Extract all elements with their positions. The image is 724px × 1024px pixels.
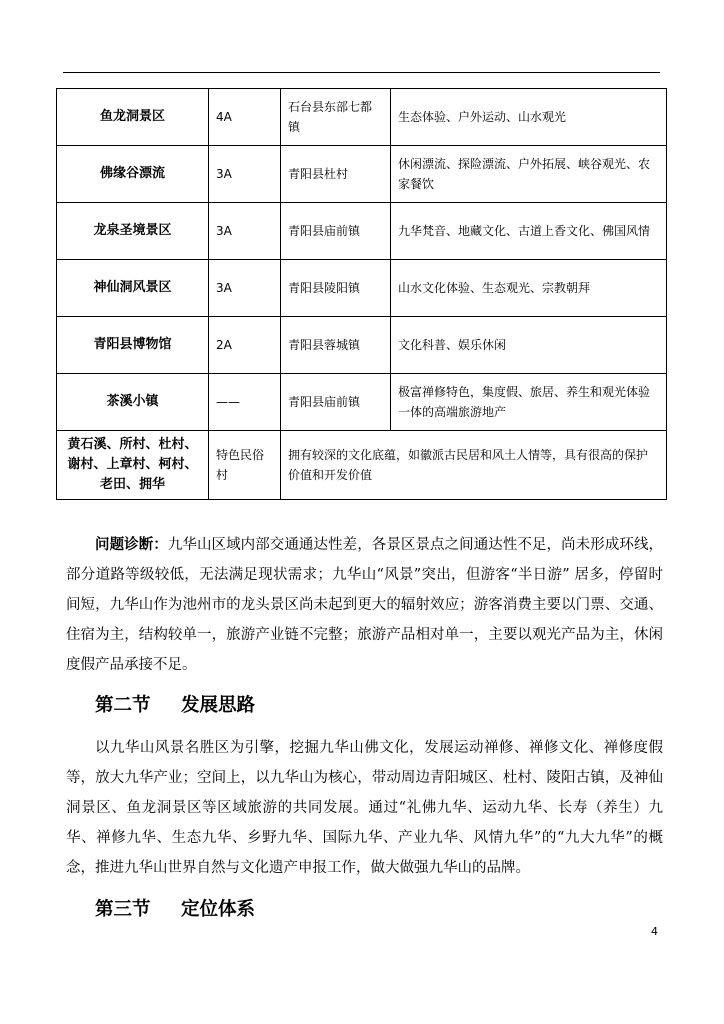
- scenic-spots-table: [56, 88, 667, 500]
- spot-grade: 4A: [209, 89, 281, 146]
- spot-grade: 3A: [209, 203, 281, 260]
- spot-features: 休闲漂流、探险漂流、户外拓展、峡谷观光、农家餐饮: [391, 146, 667, 203]
- spot-location: 青阳县庙前镇: [281, 374, 391, 431]
- spot-location: 青阳县蓉城镇: [281, 317, 391, 374]
- section-3-heading: [95, 898, 255, 922]
- diagnosis-text: 九华山区域内部交通通达性差，各景区景点之间通达性不足，尚未形成环线，部分道路等级较低，无法满足现状需求；九华山“风景”突出，但游客“半日游” 居多，停留时间短，九华山作为池州市的龙头景区尚未起到更大的辐射效应；游客消费主要以门票、交通、住宿为主，结构较单一，旅游产业链不完整；旅游产品相对单一，主要以观光产品为主，休闲度假产品承接不足。: [66, 537, 664, 673]
- spot-name: 鱼龙洞景区: [57, 89, 209, 146]
- spot-features: 生态体验、户外运动、山水观光: [391, 89, 667, 146]
- table-row: [57, 146, 667, 203]
- villages-grade: 特色民俗村: [209, 431, 281, 500]
- section-2-body: 以九华山风景名胜区为引擎，挖掘九华山佛文化，发展运动禅修、禅修文化、禅修度假等，放大九华产业；空间上，以九华山为核心，带动周边青阳城区、杜村、陵阳古镇，及神仙洞景区、鱼龙洞景区等区域旅游的共同发展。通过“礼佛九华、运动九华、长寿（养生）九华、禅修九华、生态九华、乡野九华、国际九华、产业九华、风情九华”的“九大九华”的概念，推进九华山世界自然与文化遗产申报工作，做大做强九华山的品牌。: [66, 740, 663, 876]
- spot-features: 文化科普、娱乐休闲: [391, 317, 667, 374]
- section-3-title: 定位体系: [181, 899, 256, 920]
- table-row: [57, 203, 667, 260]
- villages-name: 黄石溪、所村、杜村、谢村、上章村、柯村、老田、拥华: [57, 431, 209, 500]
- spot-grade: 3A: [209, 146, 281, 203]
- spot-location: 石台县东部七都镇: [281, 89, 391, 146]
- header-rule: [63, 72, 660, 73]
- spot-grade: 2A: [209, 317, 281, 374]
- table-row: [57, 89, 667, 146]
- spot-name: 龙泉圣境景区: [57, 203, 209, 260]
- table-row: [57, 374, 667, 431]
- spot-grade: ——: [209, 374, 281, 431]
- diagnosis-lead: 问题诊断：: [95, 537, 168, 553]
- spot-name: 茶溪小镇: [57, 374, 209, 431]
- villages-description: 拥有较深的文化底蕴，如徽派古民居和风土人情等，具有很高的保护价值和开发价值: [281, 431, 667, 500]
- diagnosis-paragraph: [66, 530, 663, 680]
- table-row: [57, 260, 667, 317]
- section-2-title: 发展思路: [181, 695, 256, 716]
- spot-name: 青阳县博物馆: [57, 317, 209, 374]
- spot-features: 极富禅修特色，集度假、旅居、养生和观光体验一体的高端旅游地产: [391, 374, 667, 431]
- section-3-number: 第三节: [95, 899, 151, 920]
- spot-location: 青阳县陵阳镇: [281, 260, 391, 317]
- table-row-folk-villages: [57, 431, 667, 500]
- table-row: [57, 317, 667, 374]
- section-2-number: 第二节: [95, 695, 151, 716]
- spot-name: 神仙洞风景区: [57, 260, 209, 317]
- spot-location: 青阳县杜村: [281, 146, 391, 203]
- spot-name: 佛缘谷漂流: [57, 146, 209, 203]
- spot-features: 九华梵音、地藏文化、古道上香文化、佛国风情: [391, 203, 667, 260]
- spot-grade: 3A: [209, 260, 281, 317]
- section-2-heading: [95, 694, 255, 718]
- spot-features: 山水文化体验、生态观光、宗教朝拜: [391, 260, 667, 317]
- spot-location: 青阳县庙前镇: [281, 203, 391, 260]
- page-number: 4: [651, 925, 658, 938]
